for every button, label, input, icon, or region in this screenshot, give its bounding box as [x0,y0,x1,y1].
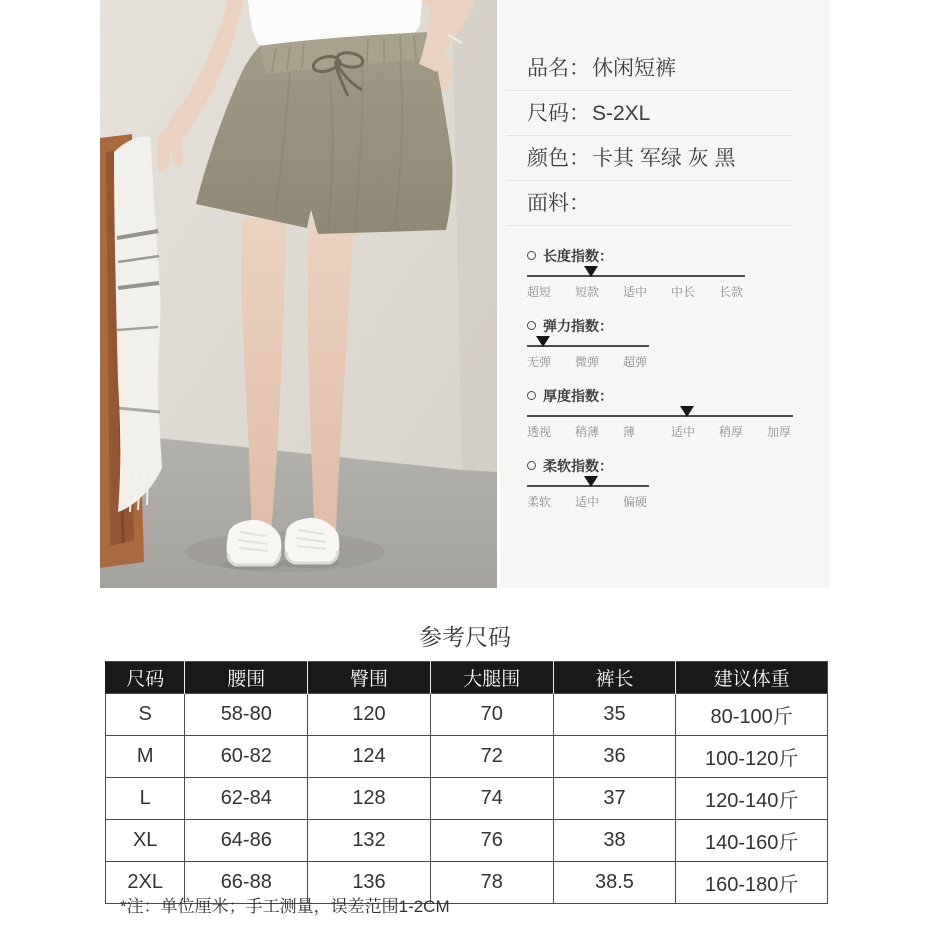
scale-label: 无弹 [527,355,552,369]
scale-line-row [527,476,830,489]
attribute-label: 尺码： [527,102,590,125]
attribute-value: S-2XL [592,102,651,125]
size-table-cell: 78 [430,862,553,904]
size-table-cell: 70 [430,694,553,736]
size-table-cell: 140-160斤 [676,820,828,862]
size-table-cell: 62-84 [185,778,308,820]
scale-marker-icon [584,476,598,487]
scale-label: 长款 [719,285,744,299]
scale-label: 超弹 [623,355,648,369]
size-table-header-cell: 建议体重 [676,662,828,694]
scale-marker-icon [680,406,694,417]
product-attribute-row [506,91,792,136]
scale-marker-icon [536,336,550,347]
size-table-cell: 160-180斤 [676,862,828,904]
scale-line [527,275,745,277]
size-table-cell: 60-82 [185,736,308,778]
size-table-row [106,736,828,778]
scale-label: 中长 [671,285,696,299]
size-table-cell: 128 [308,778,431,820]
circle-bullet-icon [527,461,536,470]
product-attribute-row [506,181,792,226]
scale-title-text: 柔软指数： [543,458,613,474]
model-photo [100,0,497,588]
size-table-row [106,820,828,862]
size-table-title: 参考尺码 [419,624,511,650]
index-scale [527,386,830,441]
scale-title [527,386,830,406]
circle-bullet-icon [527,251,536,260]
size-table-header-cell: 臀围 [308,662,431,694]
scale-label: 稍厚 [719,425,744,439]
scale-marker-icon [584,266,598,277]
product-attribute-row [506,46,792,91]
scale-title [527,246,830,266]
scale-line-row [527,406,830,419]
scale-label: 加厚 [767,425,792,439]
size-table-row [106,778,828,820]
product-attribute-row [506,136,792,181]
index-scale [527,316,830,371]
scale-label: 适中 [623,285,648,299]
size-table-cell: 35 [553,694,676,736]
size-table-header-cell: 大腿围 [430,662,553,694]
index-scale [527,246,830,301]
attribute-label: 颜色： [527,147,590,170]
scale-labels [527,423,830,441]
scale-line-row [527,266,830,279]
scale-labels [527,353,830,371]
scale-label: 超短 [527,285,552,299]
size-table-cell: 66-88 [185,862,308,904]
scale-labels [527,283,830,301]
size-table-cell: 58-80 [185,694,308,736]
size-table-header-row [106,662,828,694]
size-table-cell: 124 [308,736,431,778]
product-info-panel [500,0,830,588]
product-index-scales [527,246,830,511]
scale-title-text: 长度指数： [543,248,613,264]
size-table-header-cell: 腰围 [185,662,308,694]
size-table-cell: 100-120斤 [676,736,828,778]
scale-label: 微弹 [575,355,600,369]
size-table-cell: 76 [430,820,553,862]
size-table-cell: 38.5 [553,862,676,904]
attribute-value: 休闲短裤 [592,57,676,80]
scale-label: 偏硬 [623,495,648,509]
size-table-row [106,694,828,736]
size-table-header-cell: 尺码 [106,662,185,694]
size-table-cell: 74 [430,778,553,820]
size-table-cell: 37 [553,778,676,820]
circle-bullet-icon [527,321,536,330]
attribute-label: 面料： [527,192,590,215]
scale-line-row [527,336,830,349]
size-table [105,661,828,904]
size-note: *注：单位厘米；手工测量，误差范围1-2CM [120,897,450,916]
size-table-cell: 80-100斤 [676,694,828,736]
scale-label: 柔软 [527,495,552,509]
circle-bullet-icon [527,391,536,400]
size-table-cell: XL [106,820,185,862]
scale-label: 薄 [623,425,636,439]
scale-label: 适中 [575,495,600,509]
size-table-cell: 120-140斤 [676,778,828,820]
scale-title-text: 弹力指数： [543,318,613,334]
size-table-cell: M [106,736,185,778]
size-table-cell: 64-86 [185,820,308,862]
scale-title [527,456,830,476]
size-table-cell: 136 [308,862,431,904]
size-table-cell: S [106,694,185,736]
scale-label: 适中 [671,425,696,439]
model-photo-illustration [100,0,497,588]
scale-title-text: 厚度指数： [543,388,613,404]
size-table-cell: 72 [430,736,553,778]
size-table-cell: 36 [553,736,676,778]
scale-label: 短款 [575,285,600,299]
size-table-cell: 120 [308,694,431,736]
scale-title [527,316,830,336]
size-table-cell: 132 [308,820,431,862]
scale-labels [527,493,830,511]
size-table-cell: 2XL [106,862,185,904]
size-table-cell: 38 [553,820,676,862]
attribute-value: 卡其 军绿 灰 黑 [592,147,736,170]
scale-label: 透视 [527,425,552,439]
scale-line [527,415,793,417]
size-table-cell: L [106,778,185,820]
product-attribute-list [500,0,830,226]
attribute-label: 品名： [527,57,590,80]
index-scale [527,456,830,511]
size-table-header-cell: 裤长 [553,662,676,694]
scale-label: 稍薄 [575,425,600,439]
